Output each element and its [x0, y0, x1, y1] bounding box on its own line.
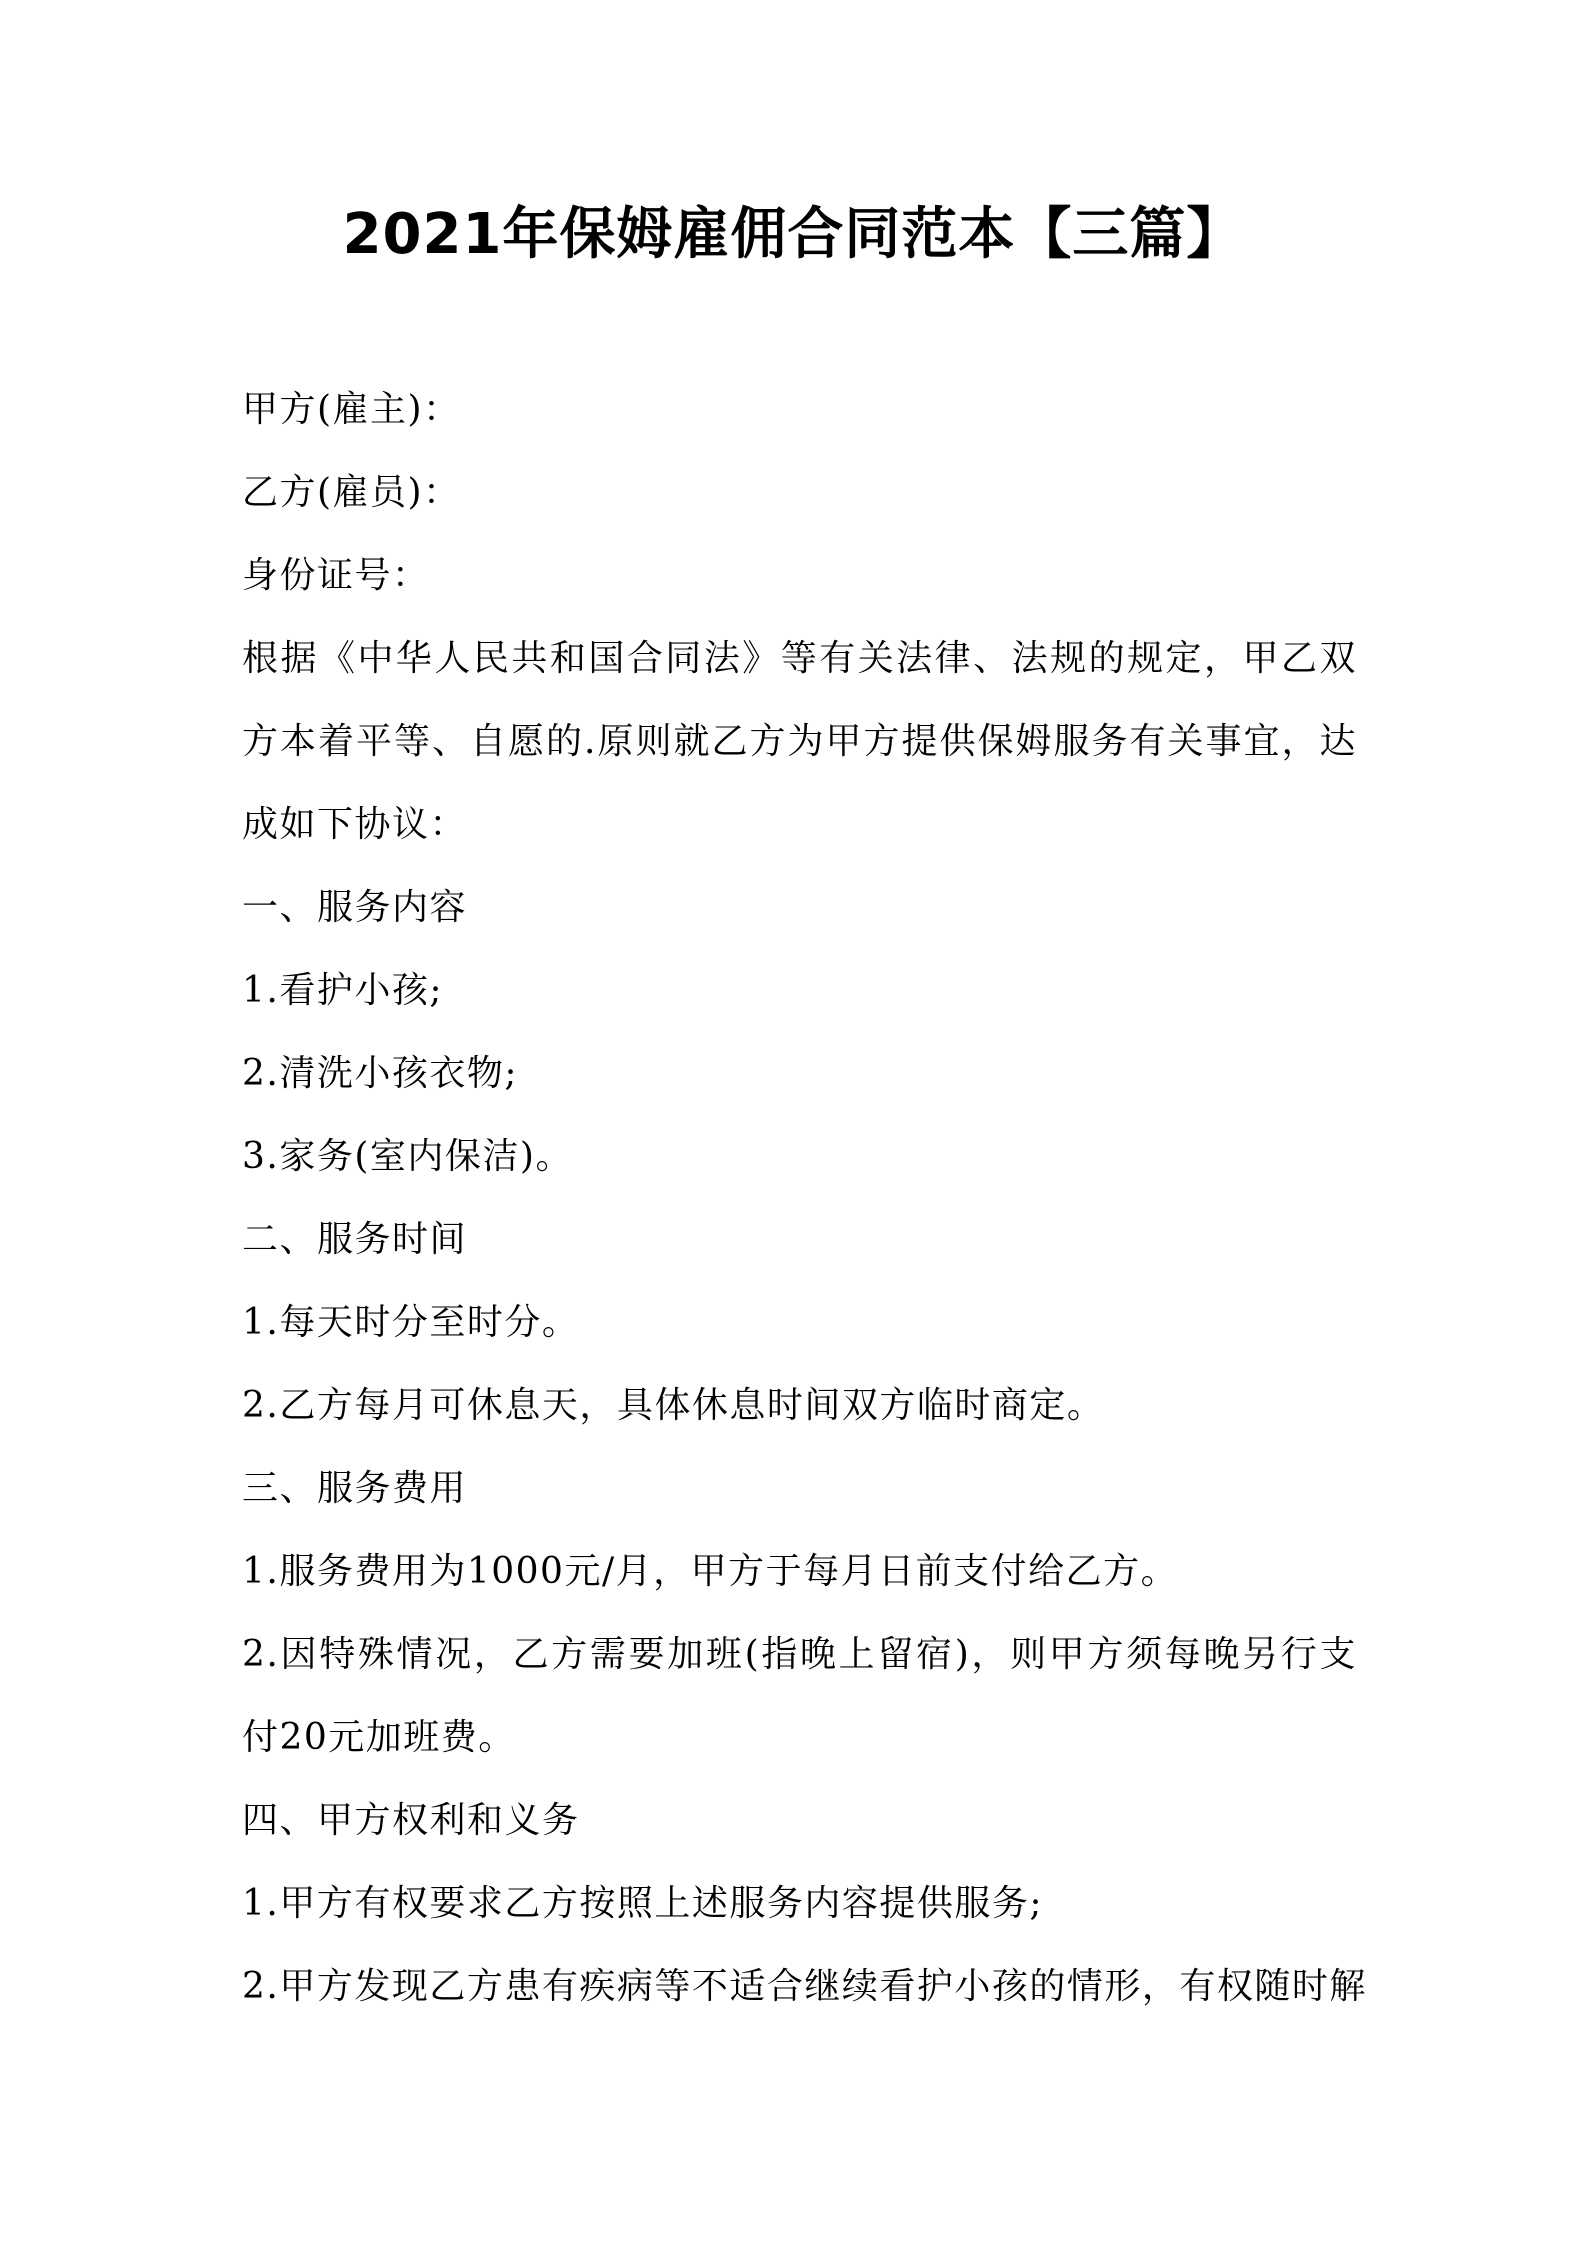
- section-heading-service-content: 一、服务内容: [242, 887, 468, 928]
- clause-item: 2.因特殊情况，乙方需要加班(指晚上留宿)，则甲方须每晚另行支付20元加班费。: [242, 1634, 1357, 1758]
- clause-item: 1.服务费用为1000元/月，甲方于每月日前支付给乙方。: [242, 1551, 1179, 1592]
- clause-item: 3.家务(室内保洁)。: [242, 1136, 573, 1177]
- employee-field: 乙方(雇员)：: [242, 472, 461, 513]
- document-title: 2021年保姆雇佣合同范本【三篇】: [342, 202, 1244, 267]
- document-body: [242, 368, 1367, 2028]
- clause-item: 1.每天时分至时分。: [242, 1302, 580, 1343]
- clause-item: 2.乙方每月可休息天，具体休息时间双方临时商定。: [242, 1385, 1105, 1426]
- id-number-field: 身份证号：: [242, 555, 430, 596]
- clause-item: 2.清洗小孩衣物;: [242, 1053, 518, 1094]
- clause-item: 2.甲方发现乙方患有疾病等不适合继续看护小孩的情形，有权随时解: [242, 1966, 1367, 2007]
- clause-item: 1.看护小孩;: [242, 970, 443, 1011]
- section-heading-employer-rights: 四、甲方权利和义务: [242, 1800, 580, 1841]
- section-heading-service-time: 二、服务时间: [242, 1219, 468, 1260]
- preamble-paragraph: 根据《中华人民共和国合同法》等有关法律、法规的规定，甲乙双方本着平等、自愿的.原则就乙方为甲方提供保姆服务有关事宜，达成如下协议：: [242, 638, 1357, 845]
- employer-field: 甲方(雇主)：: [242, 389, 461, 430]
- clause-item: 1.甲方有权要求乙方按照上述服务内容提供服务;: [242, 1883, 1043, 1924]
- section-heading-service-fee: 三、服务费用: [242, 1468, 468, 1509]
